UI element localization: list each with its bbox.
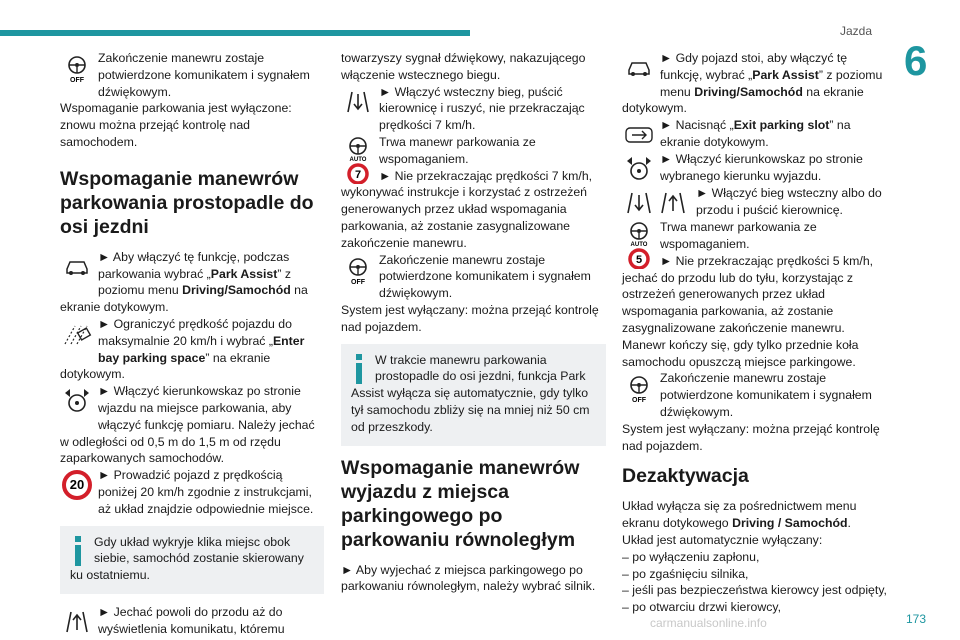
column-3 — [622, 50, 892, 616]
text: ► Nie przekraczając prędkości 7 km/h, wykonywać instrukcje i korzystać z ostrzeżeń generowanych przez układ wspomagania parkowania, aż zostanie zasygnalizowane zakończenie manewru. — [341, 168, 593, 250]
steering-wheel-auto-icon-group — [622, 221, 656, 269]
paragraph: towarzyszy sygnał dźwiękowy, nakazującego włączenie wstecznego biegu. — [341, 51, 586, 82]
watermark: carmanualsonline.info — [650, 616, 767, 630]
paragraph — [622, 151, 892, 185]
chapter-number: 6 — [904, 37, 928, 84]
paragraph: Układ jest automatycznie wyłączany: — [622, 532, 823, 547]
header-bar — [0, 30, 470, 36]
reverse-arrows-icon — [628, 193, 650, 213]
paragraph: Wspomaganie parkowania jest wyłączone: znowu można przejąć kontrolę nad samochodem. — [60, 101, 292, 149]
off-label: OFF — [632, 397, 646, 404]
text: ► Włączyć bieg wsteczny albo do przodu i puścić kierownicę. — [696, 186, 882, 217]
bold-text: Driving/Samochód — [182, 283, 291, 298]
speed-limit-20-icon — [60, 469, 94, 501]
paragraph — [60, 604, 324, 638]
text: ► Aby włączyć tę funkcję, podczas parkowania wybrać „ — [98, 249, 290, 281]
text: Zakończenie manewru zostaje potwierdzone komunikatem i sygnałem dźwiękowym. — [660, 371, 872, 419]
paragraph: ► Aby wyjechać z miejsca parkingowego po parkowaniu równoległym, należy wybrać silnik. — [341, 562, 596, 594]
text: ” na ekranie dotykowym. — [660, 118, 851, 149]
bold-text: Driving/Samochód — [694, 84, 803, 99]
text: ► Włączyć wsteczny bieg, puścić kierownicę i ruszyć, nie przekraczając prędkości 7 km/h. — [379, 84, 585, 133]
paragraph — [622, 185, 892, 219]
paragraph — [622, 498, 892, 532]
text: ► Jechać powoli do przodu aż do wyświetlenia komunikatu, któremu — [98, 604, 285, 636]
steering-wheel-off-icon — [60, 52, 94, 84]
info-icon — [70, 536, 86, 566]
bold-text: Park Assist — [210, 266, 278, 281]
steering-wheel-auto-icon-group — [341, 136, 375, 184]
heading: Dezaktywacja — [622, 465, 749, 488]
column-1 — [60, 50, 324, 638]
paragraph — [60, 383, 324, 467]
speed-7-label: 7 — [354, 168, 362, 181]
gear-direction-icons — [622, 187, 692, 219]
text: ” z poziomu menu — [660, 67, 883, 99]
forward-arrows-icon — [60, 606, 94, 638]
car-icon — [622, 52, 656, 84]
info-box — [60, 526, 324, 594]
text: na ekranie dotykowym. — [622, 84, 864, 116]
info-text: W trakcie manewru parkowania prostopadle do osi jezdni, funkcja Park Assist wyłącza się automatycznie, gdy tylko tył samochodu zbliży się na mniej niż 50 cm od przeszkody. — [351, 352, 590, 434]
paragraph — [341, 134, 606, 252]
text: Układ wyłącza się za pośrednictwem menu ekranu dotykowego — [622, 499, 857, 531]
paragraph: System jest wyłączany: można przejąć kontrolę nad pojazdem. — [341, 302, 599, 334]
off-label: OFF — [70, 77, 84, 83]
text: ► Ograniczyć prędkość pojazdu do maksymalnie 20 km/h i wybrać „ — [98, 316, 292, 348]
speed-sign: 20 — [62, 470, 92, 500]
paragraph — [622, 370, 892, 420]
section-title: Jazda — [839, 24, 872, 38]
turn-signal-icon — [622, 153, 656, 185]
text: na ekranie dotykowym. — [60, 283, 308, 315]
steering-wheel-off-icon — [622, 372, 656, 404]
turn-signal-icon — [60, 385, 94, 417]
list-item: – po zgaśnięciu silnika, — [622, 566, 749, 581]
list-item: – jeśli pas bezpieczeństwa kierowcy jest odpięty, — [622, 583, 887, 598]
text: ► Włączyć kierunkowskaz po stronie wjazdu na miejsce parkowania, aby włączyć funkcję pomiaru. Należy jechać w odległości od 0,5 m do 1,5 m od rzędu zaparkowanych samochodów. — [60, 384, 315, 466]
bold-text: Driving / Samochód — [732, 516, 848, 531]
auto-label: AUTO — [349, 156, 367, 163]
paragraph — [60, 249, 324, 316]
text: ” z poziomu menu — [98, 266, 291, 298]
paragraph — [60, 316, 324, 383]
text: Zakończenie manewru zostaje potwierdzone komunikatem i sygnałem dźwiękowym. — [379, 252, 591, 301]
paragraph — [622, 117, 892, 151]
off-label: OFF — [351, 278, 365, 285]
paragraph — [622, 219, 892, 337]
heading: Wspomaganie manewrów wyjazdu z miejsca parkingowego po parkowaniu równoległym — [341, 456, 580, 551]
list-item: – po wyłączeniu zapłonu, — [622, 549, 760, 564]
forward-arrows-icon — [662, 193, 684, 213]
text: . — [847, 516, 851, 531]
paragraph — [622, 50, 892, 117]
info-icon — [351, 354, 367, 384]
paragraph — [341, 252, 606, 302]
paragraph — [60, 467, 324, 517]
heading: Wspomaganie manewrów parkowania prostopadle do osi jezdni — [60, 167, 314, 238]
text: Trwa manewr parkowania ze wspomaganiem. — [660, 220, 817, 251]
bold-text: Enter bay parking space — [98, 333, 305, 365]
paragraph — [341, 84, 606, 134]
exit-parking-icon — [622, 119, 656, 151]
reverse-arrows-icon — [341, 86, 375, 118]
bold-text: Exit parking slot — [733, 118, 830, 133]
text: ► Nacisnąć „ — [660, 118, 734, 133]
auto-label: AUTO — [630, 242, 648, 249]
info-text: Gdy układ wykryje klika miejsc obok siebie, samochód zostanie skierowany ku ostatniemu. — [70, 534, 304, 583]
text: ► Gdy pojazd stoi, aby włączyć tę funkcję, wybrać „ — [660, 51, 848, 82]
text: Zakończenie manewru zostaje potwierdzone komunikatem i sygnałem dźwiękowym. — [98, 51, 310, 99]
speed-5-label: 5 — [635, 254, 643, 267]
text: ► Włączyć kierunkowskaz po stronie wybranego kierunku wyjazdu. — [660, 152, 863, 183]
car-icon — [60, 251, 94, 283]
paragraph: System jest wyłączany: można przejąć kontrolę nad pojazdem. — [622, 421, 880, 453]
info-box — [341, 344, 606, 446]
steering-wheel-off-icon — [341, 254, 375, 286]
text: Trwa manewr parkowania ze wspomaganiem. — [379, 134, 536, 166]
paragraph — [60, 50, 324, 100]
text: ► Nie przekraczając prędkości 5 km/h, jechać do przodu lub do tyłu, korzystając z ostrzeżeń generowanych przez układ wspomagania parkowania, aż zostanie zasygnalizowane zakończenie manewru. — [622, 253, 874, 335]
parking-bay-icon — [60, 318, 94, 350]
page-number: 173 — [905, 612, 926, 626]
paragraph: Manewr kończy się, gdy tylko przednie koła samochodu opuszczą miejsce parkingowe. — [622, 337, 859, 369]
text: ” na ekranie dotykowym. — [60, 350, 271, 382]
list-item: – po otwarciu drzwi kierowcy, — [622, 600, 782, 615]
column-2 — [341, 50, 606, 595]
bold-text: Park Assist — [752, 67, 819, 82]
text: ► Prowadzić pojazd z prędkością poniżej 20 km/h zgodnie z instrukcjami, aż układ znajdzie odpowiednie miejsce. — [98, 468, 314, 516]
